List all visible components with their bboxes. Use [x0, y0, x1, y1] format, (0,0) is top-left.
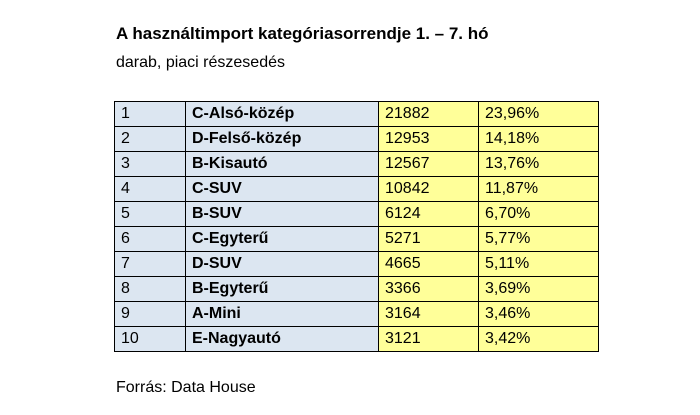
table-row: [115, 202, 599, 227]
category-cell: E-Nagyautó: [186, 327, 379, 352]
table-row: [115, 327, 599, 352]
count-cell: 5271: [379, 227, 479, 252]
rank-cell: 2: [115, 127, 186, 152]
table-row: [115, 102, 599, 127]
rank-cell: 7: [115, 252, 186, 277]
share-cell: 5,77%: [479, 227, 599, 252]
rank-cell: 5: [115, 202, 186, 227]
rank-cell: 6: [115, 227, 186, 252]
count-cell: 10842: [379, 177, 479, 202]
category-cell: C-Egyterű: [186, 227, 379, 252]
table-row: [115, 252, 599, 277]
rank-cell: 3: [115, 152, 186, 177]
share-cell: 23,96%: [479, 102, 599, 127]
count-cell: 12953: [379, 127, 479, 152]
category-cell: D-SUV: [186, 252, 379, 277]
share-cell: 11,87%: [479, 177, 599, 202]
rank-cell: 1: [115, 102, 186, 127]
count-cell: 4665: [379, 252, 479, 277]
category-cell: A-Mini: [186, 302, 379, 327]
share-cell: 14,18%: [479, 127, 599, 152]
category-cell: C-SUV: [186, 177, 379, 202]
table-row: [115, 227, 599, 252]
source-note: Forrás: Data House: [116, 379, 256, 396]
share-cell: 6,70%: [479, 202, 599, 227]
category-cell: D-Felső-közép: [186, 127, 379, 152]
category-cell: B-SUV: [186, 202, 379, 227]
count-cell: 3366: [379, 277, 479, 302]
table-row: [115, 177, 599, 202]
count-cell: 12567: [379, 152, 479, 177]
table-body: [115, 102, 599, 352]
table-row: [115, 127, 599, 152]
category-cell: B-Egyterű: [186, 277, 379, 302]
count-cell: 3121: [379, 327, 479, 352]
category-cell: C-Alsó-közép: [186, 102, 379, 127]
rank-cell: 9: [115, 302, 186, 327]
table-row: [115, 152, 599, 177]
share-cell: 3,69%: [479, 277, 599, 302]
share-cell: 5,11%: [479, 252, 599, 277]
share-cell: 3,42%: [479, 327, 599, 352]
share-cell: 13,76%: [479, 152, 599, 177]
rank-cell: 4: [115, 177, 186, 202]
rank-cell: 10: [115, 327, 186, 352]
count-cell: 21882: [379, 102, 479, 127]
table-row: [115, 277, 599, 302]
category-cell: B-Kisautó: [186, 152, 379, 177]
rank-cell: 8: [115, 277, 186, 302]
page-subtitle: darab, piaci részesedés: [116, 54, 285, 71]
count-cell: 3164: [379, 302, 479, 327]
table-row: [115, 302, 599, 327]
category-ranking-table: [114, 101, 599, 352]
count-cell: 6124: [379, 202, 479, 227]
page-title: A használtimport kategóriasorrendje 1. – 7. hó: [116, 24, 489, 43]
share-cell: 3,46%: [479, 302, 599, 327]
